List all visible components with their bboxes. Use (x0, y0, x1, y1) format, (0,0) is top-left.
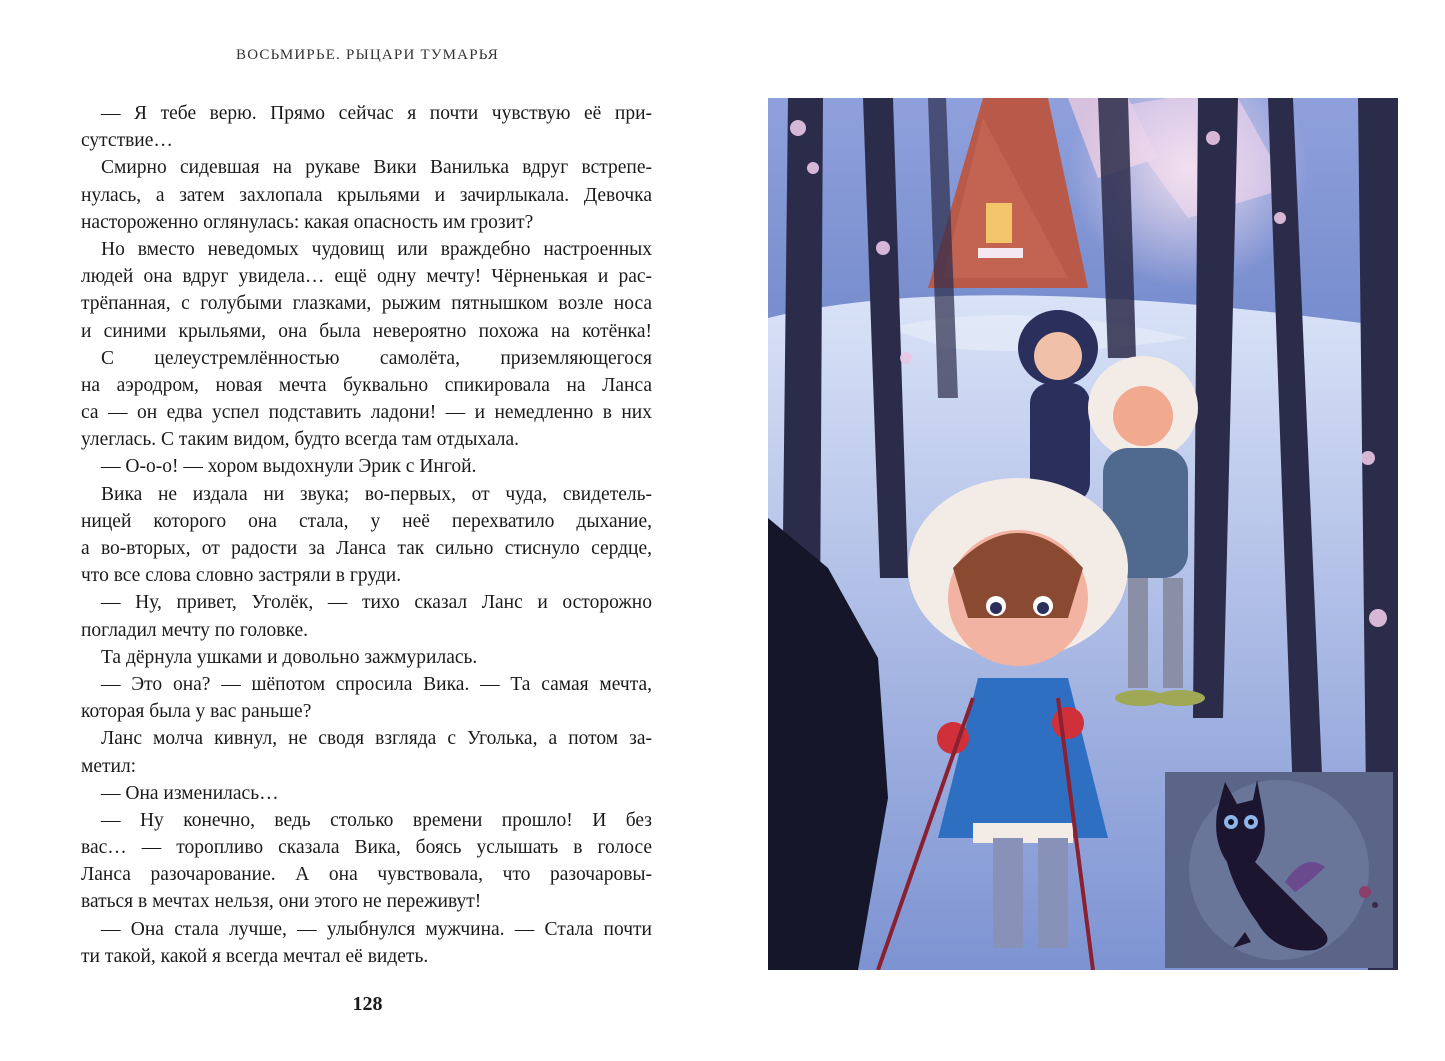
text-line: — О-о-о! — хором выдохнули Эрик с Ингой. (101, 456, 477, 478)
child-back (1018, 310, 1098, 503)
text-line: которая была у вас раньше? (81, 701, 312, 723)
dream-creature-inset (1165, 772, 1393, 968)
text-line: са — он едва успел подставить ладони! — и немедленно в них (81, 402, 652, 424)
text-line: Та дёрнула ушками и довольно зажмурилась. (101, 646, 478, 668)
text-line: а во-вторых, от радости за Ланса так сильно стиснуло сердце, (81, 538, 652, 559)
text-line: — Я тебе верю. Прямо сейчас я почти чувствую её при- (101, 103, 652, 124)
text-line: метил: (81, 755, 137, 777)
text-line: Смирно сидевшая на рукаве Вики Ванилька вдруг встрепе- (101, 157, 652, 179)
text-line: — Она изменилась… (101, 782, 279, 804)
text-line: Ланса разочарование. А она чувствовала, что разочаровы- (81, 864, 652, 886)
inset-art (1165, 772, 1393, 968)
text-line: сутствие… (81, 130, 173, 152)
text-line: настороженно оглянулась: какая опасность им грозит? (81, 211, 534, 233)
text-line: что все слова словно застряли в груди. (81, 565, 402, 587)
text-line: трёпанная, с голубыми глазками, рыжим пятнышком возле носа (81, 293, 652, 315)
text-line: — Это она? — шёпотом спросила Вика. — Та самая мечта, (101, 673, 652, 695)
text-line: людей она вдруг увидела… ещё одну мечту! Чёрненькая и рас- (81, 266, 652, 288)
text-line: и синими крыльями, она была невероятно похожа на котёнка! (81, 320, 652, 342)
text-line: Вика не издала ни звука; во-первых, от чуда, свидетель- (101, 483, 652, 505)
running-head: ВОСЬМИРЬЕ. РЫЦАРИ ТУМАРЬЯ (236, 47, 499, 63)
text-line: С целеустремлённостью самолёта, приземляющегося (101, 347, 652, 369)
text-line: нулась, а затем захлопала крыльями и зачирлыкала. Девочка (81, 184, 652, 206)
text-line: погладил мечту по головке. (81, 619, 309, 641)
mitten-right (1052, 707, 1084, 739)
cabin-window (986, 203, 1012, 243)
text-line: Но вместо неведомых чудовищ или враждебно настроенных (101, 238, 652, 260)
text-line: ваться в мечтах нельзя, они этого не переживут! (81, 891, 482, 913)
text-line: на аэродром, новая мечта буквально спикировала на Ланса (81, 374, 652, 396)
text-line: — Ну, привет, Уголёк, — тихо сказал Ланс и осторожно (101, 592, 652, 614)
page-number: 128 (352, 993, 383, 1015)
text-line: вас… — торопливо сказала Вика, боясь услышать в голосе (81, 837, 652, 859)
text-line: — Она стала лучше, — улыбнулся мужчина. — Стала почти (101, 918, 652, 940)
text-line: Ланс молча кивнул, не сводя взгляда с Уголька, а потом за- (101, 728, 652, 750)
text-line: улеглась. С таким видом, будто всегда там отдыхала. (81, 429, 520, 451)
text-line: ти такой, какой я всегда мечтал её видеть. (81, 945, 429, 967)
text-line: — Ну конечно, ведь столько времени прошло! И без (101, 809, 652, 831)
left-page (0, 0, 722, 1061)
body-text (81, 100, 652, 970)
text-line: ницей которого она стала, у неё перехватило дыхание, (81, 510, 652, 532)
